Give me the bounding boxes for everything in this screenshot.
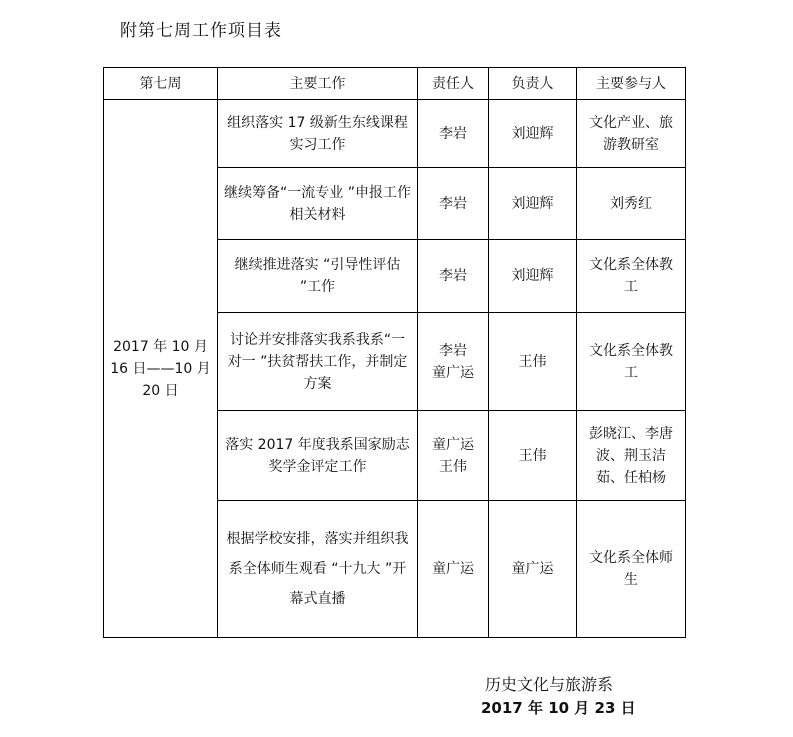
work-cell: 组织落实 17 级新生东线课程实习工作 bbox=[218, 100, 418, 168]
work-cell: 落实 2017 年度我系国家励志奖学金评定工作 bbox=[218, 411, 418, 501]
work-cell: 讨论并安排落实我系我系“一对一 ”扶贫帮扶工作，并制定方案 bbox=[218, 313, 418, 411]
participants-cell: 文化产业、旅游教研室 bbox=[577, 100, 686, 168]
lead-cell: 童广运 bbox=[489, 501, 577, 638]
participants-cell: 刘秀红 bbox=[577, 168, 686, 240]
table-header-row bbox=[104, 68, 686, 100]
work-cell: 继续推进落实 “引导性评估 ”工作 bbox=[218, 240, 418, 313]
work-cell: 继续筹备“一流专业 ”申报工作相关材料 bbox=[218, 168, 418, 240]
header-responsible: 责任人 bbox=[418, 68, 489, 100]
lead-cell: 刘迎辉 bbox=[489, 100, 577, 168]
responsible-cell: 李岩 bbox=[418, 168, 489, 240]
lead-cell: 刘迎辉 bbox=[489, 168, 577, 240]
responsible-cell: 童广运 bbox=[418, 501, 489, 638]
responsible-cell: 李岩 bbox=[418, 240, 489, 313]
table-row bbox=[104, 100, 686, 168]
header-week: 第七周 bbox=[104, 68, 218, 100]
responsible-cell: 李岩 童广运 bbox=[418, 313, 489, 411]
footer-date: 2017 年 10 月 23 日 bbox=[481, 699, 636, 717]
header-main-work: 主要工作 bbox=[218, 68, 418, 100]
work-cell: 根据学校安排，落实并组织我系全体师生观看 “十九大 ”开幕式直播 bbox=[218, 501, 418, 638]
participants-cell: 文化系全体教工 bbox=[577, 313, 686, 411]
participants-cell: 文化系全体教工 bbox=[577, 240, 686, 313]
header-lead: 负责人 bbox=[489, 68, 577, 100]
lead-cell: 刘迎辉 bbox=[489, 240, 577, 313]
work-plan-table bbox=[103, 67, 686, 638]
lead-cell: 王伟 bbox=[489, 411, 577, 501]
responsible-cell: 童广运 王伟 bbox=[418, 411, 489, 501]
participants-cell: 彭晓江、李唐波、荆玉洁茹、任柏杨 bbox=[577, 411, 686, 501]
participants-cell: 文化系全体师生 bbox=[577, 501, 686, 638]
header-participants: 主要参与人 bbox=[577, 68, 686, 100]
week-range-cell: 2017 年 10 月 16 日——10 月 20 日 bbox=[104, 100, 218, 638]
document-title: 附第七周工作项目表 bbox=[120, 21, 282, 41]
footer-organization: 历史文化与旅游系 bbox=[485, 675, 614, 694]
responsible-cell: 李岩 bbox=[418, 100, 489, 168]
lead-cell: 王伟 bbox=[489, 313, 577, 411]
